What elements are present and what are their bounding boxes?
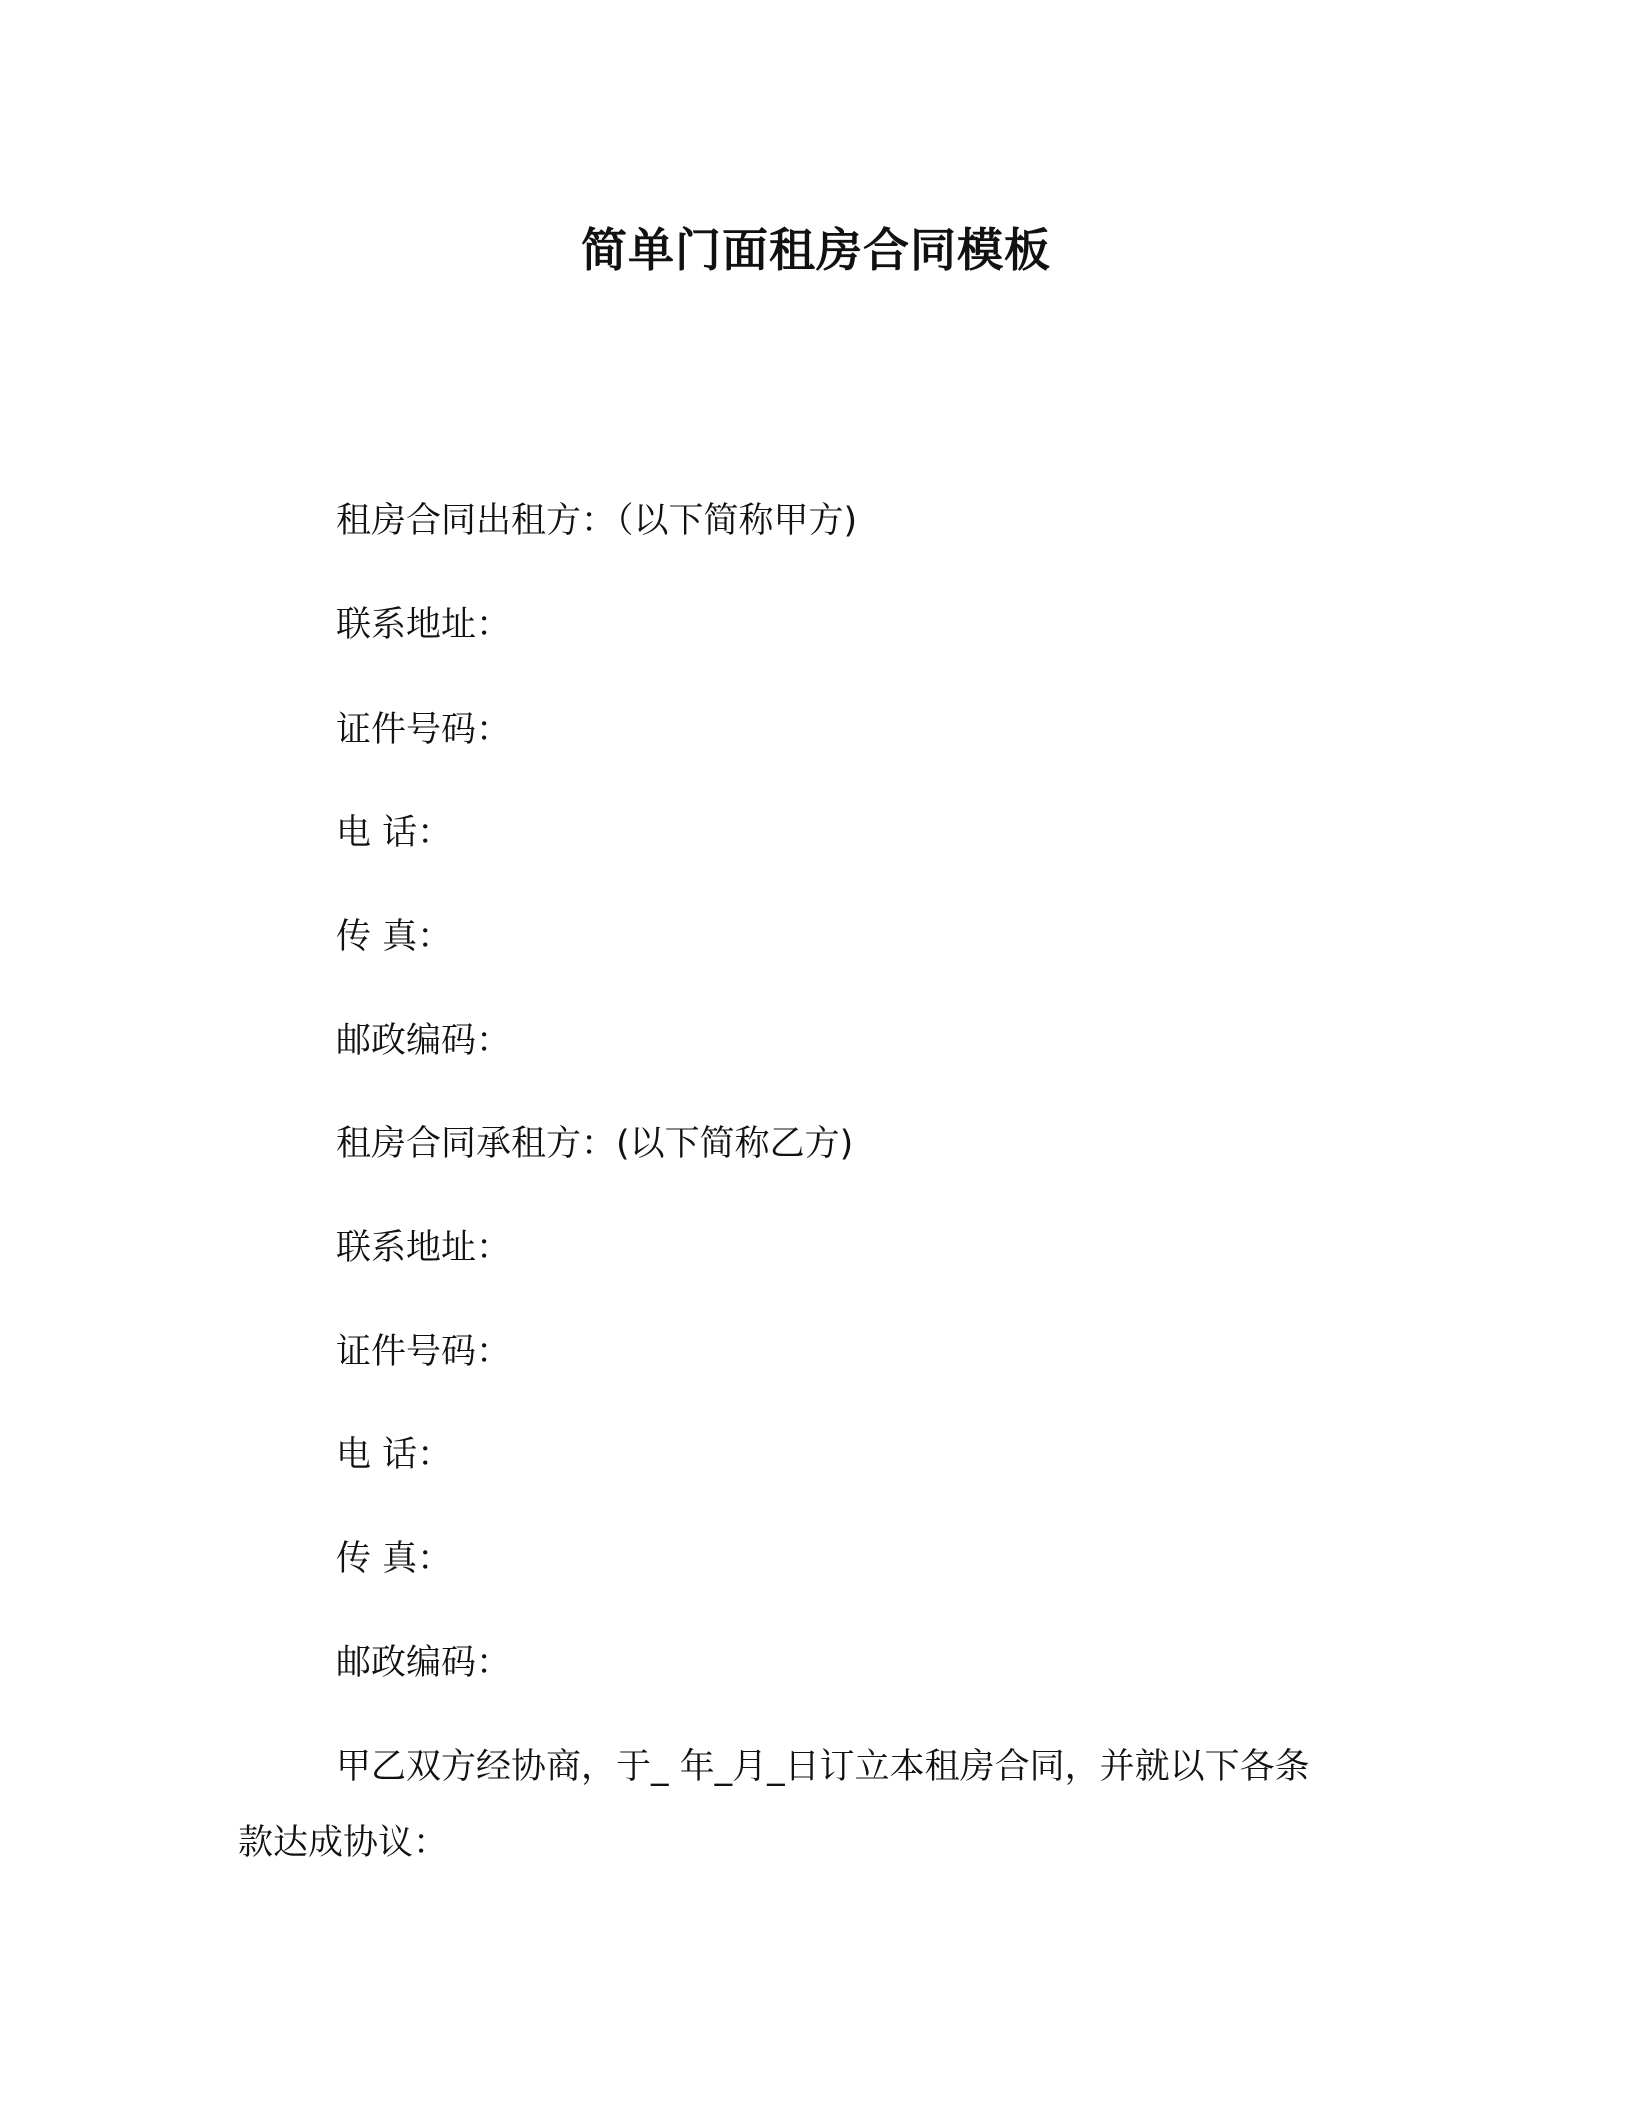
lessor-address-label: 联系地址： <box>336 605 512 645</box>
agreement-paragraph-line-1: 甲乙双方经协商，于_ 年_月_日订立本租房合同，并就以下各条 <box>336 1747 1310 1787</box>
agreement-paragraph-line-2: 款达成协议： <box>238 1823 449 1863</box>
lessee-postcode-label: 邮政编码： <box>336 1643 512 1683</box>
lessor-postcode-label: 邮政编码： <box>336 1021 512 1061</box>
lessee-phone-label: 电 话： <box>336 1435 453 1475</box>
lessor-id-number-label: 证件号码： <box>336 710 512 750</box>
lessee-fax-label: 传 真： <box>336 1539 453 1579</box>
lessor-heading: 租房合同出租方：（以下简称甲方) <box>336 501 858 541</box>
lessor-phone-label: 电 话： <box>336 813 453 853</box>
page-title: 简单门面租房合同模板 <box>581 223 1051 277</box>
lessee-heading: 租房合同承租方：(以下简称乙方) <box>336 1124 854 1164</box>
lessor-fax-label: 传 真： <box>336 917 453 957</box>
lessee-address-label: 联系地址： <box>336 1228 512 1268</box>
lessee-id-number-label: 证件号码： <box>336 1332 512 1372</box>
